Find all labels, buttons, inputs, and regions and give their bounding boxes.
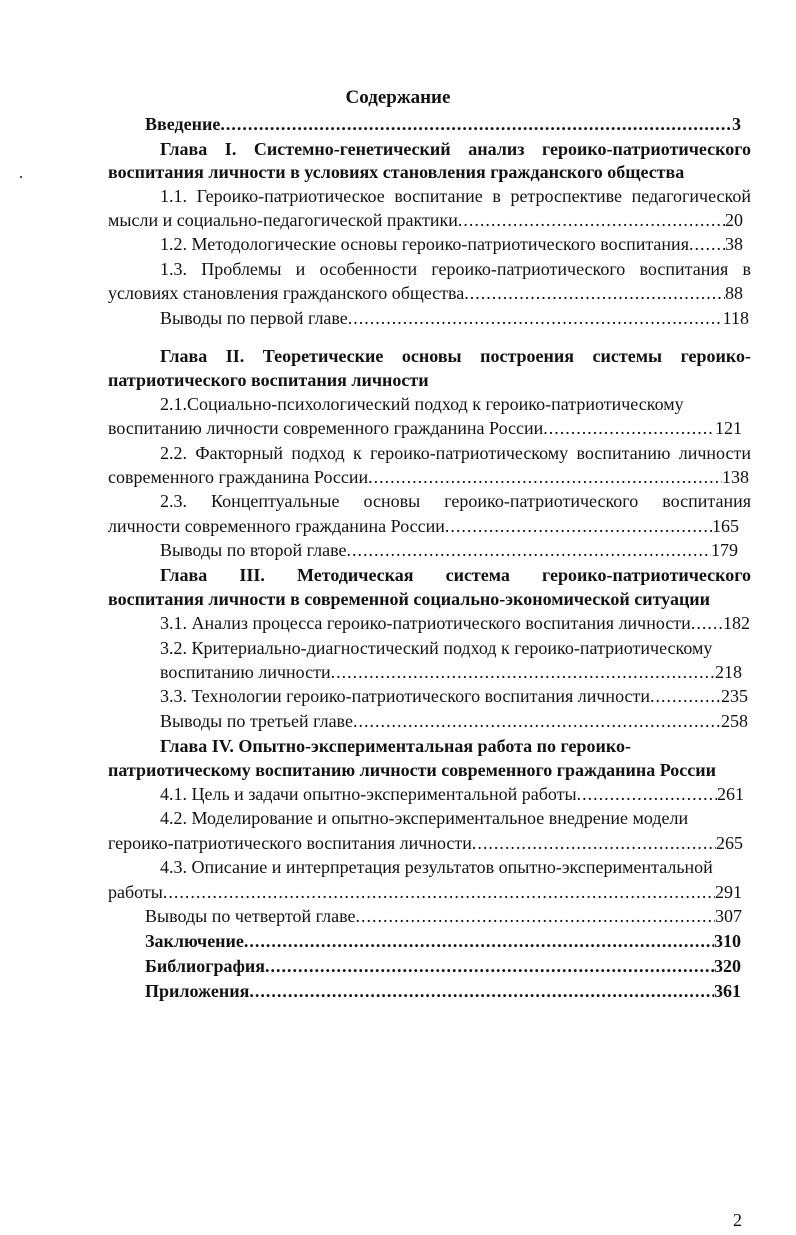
chapter-1-conclusions xyxy=(160,306,749,330)
toc-entry-label: 3.1. Анализ процесса героико-патриотического воспитания личности xyxy=(160,613,691,633)
dot-leader xyxy=(543,416,715,440)
toc-entry-label: Выводы по второй главе xyxy=(160,540,347,560)
toc-entry-label: современного гражданина России xyxy=(108,467,369,487)
section-2-2-line-2 xyxy=(108,465,749,489)
chapter-4-heading-line-2: патриотическому воспитанию личности современного гражданина России xyxy=(108,760,717,780)
section-1-3-line-2 xyxy=(108,281,743,305)
section-3-3 xyxy=(160,684,748,708)
dot-leader xyxy=(265,954,714,978)
toc-entry-page: 88 xyxy=(725,283,743,303)
toc-entry-page: 291 xyxy=(715,882,742,902)
dot-leader xyxy=(689,232,725,256)
section-3-1 xyxy=(160,611,750,635)
toc-entry-introduction xyxy=(145,112,741,136)
toc-entry-page: 218 xyxy=(715,662,742,682)
toc-entry-label: героико-патриотического воспитания личности xyxy=(108,833,472,853)
toc-entry-label: условиях становления гражданского общества xyxy=(108,283,465,303)
toc-entry-page: 121 xyxy=(715,418,742,438)
toc-entry-label: Приложения xyxy=(145,981,250,1001)
toc-entry-label: воспитанию личности xyxy=(160,662,331,682)
section-2-1-line-1: 2.1.Социально-психологический подход к героико-патриотическому xyxy=(160,394,684,414)
toc-entry-page: 258 xyxy=(721,711,748,731)
dot-leader xyxy=(464,281,725,305)
dot-leader xyxy=(346,538,711,562)
toc-entry-label: работы xyxy=(108,882,163,902)
section-3-2-line-2 xyxy=(160,660,742,684)
dot-leader xyxy=(458,208,725,232)
chapter-2-heading-line-1: Глава II. Теоретические основы построения системы героико- xyxy=(160,346,751,366)
toc-entry-page: 182 xyxy=(723,613,750,633)
toc-entry-label: Библиография xyxy=(145,956,266,976)
toc-entry-page: 165 xyxy=(712,516,739,536)
toc-entry-page: 20 xyxy=(725,210,743,230)
toc-entry-label: Заключение xyxy=(145,931,244,951)
dot-leader xyxy=(353,709,721,733)
toc-entry-label: Выводы по четвертой главе xyxy=(145,906,356,926)
section-2-2-line-1: 2.2. Факторный подход к героико-патриотическому воспитанию личности xyxy=(160,443,751,463)
toc-entry-page: 3 xyxy=(732,114,741,134)
toc-entry-page: 38 xyxy=(725,234,743,254)
section-4-1 xyxy=(160,782,744,806)
dot-leader xyxy=(577,782,717,806)
toc-entry-page: 310 xyxy=(714,931,741,951)
toc-entry-page: 320 xyxy=(714,956,741,976)
chapter-3-heading-line-2: воспитания личности в современной социально-экономической ситуации xyxy=(108,589,711,609)
chapter-2-heading-line-2: патриотического воспитания личности xyxy=(108,370,429,390)
section-1-2 xyxy=(160,232,743,256)
toc-entry-label: Выводы по третьей главе xyxy=(160,711,353,731)
toc-entry-appendices xyxy=(145,979,741,1003)
chapter-1-heading-line-2: воспитания личности в условиях становления гражданского общества xyxy=(108,162,685,182)
toc-entry-page: 138 xyxy=(722,467,749,487)
toc-entry-page: 118 xyxy=(722,308,749,328)
chapter-2-conclusions xyxy=(160,538,738,562)
section-2-3-line-2 xyxy=(108,514,739,538)
dot-leader xyxy=(163,880,715,904)
page-number: 2 xyxy=(733,1210,742,1230)
toc-entry-page: 265 xyxy=(716,833,743,853)
section-4-3-line-2 xyxy=(108,880,742,904)
section-4-2-line-1: 4.2. Моделирование и опытно-экспериментальное внедрение модели xyxy=(160,808,689,828)
toc-entry-label: личности современного гражданина России xyxy=(108,516,445,536)
toc-entry-page: 179 xyxy=(711,540,738,560)
scan-speck xyxy=(20,176,22,178)
toc-entry-label: 1.2. Методологические основы героико-патриотического воспитания xyxy=(160,234,689,254)
dot-leader xyxy=(368,465,722,489)
section-1-1-line-2 xyxy=(108,208,743,232)
toc-entry-bibliography xyxy=(145,954,741,978)
dot-leader xyxy=(244,929,714,953)
toc-entry-label: Выводы по первой главе xyxy=(160,308,348,328)
toc-entry-page: 307 xyxy=(715,906,742,926)
dot-leader xyxy=(355,904,715,928)
chapter-3-heading-line-1: Глава III. Методическая система героико-патриотического xyxy=(160,565,751,585)
chapter-1-heading-line-1: Глава I. Системно-генетический анализ героико-патриотического xyxy=(160,139,751,159)
toc-entry-page: 261 xyxy=(717,784,744,804)
section-2-3-line-1: 2.3. Концептуальные основы героико-патриотического воспитания xyxy=(160,491,751,511)
dot-leader xyxy=(220,112,732,136)
page-title: Содержание xyxy=(345,87,451,108)
toc-entry-label: мысли и социально-педагогической практики xyxy=(108,210,458,230)
section-3-2-line-1: 3.2. Критериально-диагностический подход к героико-патриотическому xyxy=(160,638,713,658)
toc-entry-page: 235 xyxy=(721,686,748,706)
section-4-2-line-2 xyxy=(108,831,743,855)
section-2-1-line-2 xyxy=(108,416,742,440)
chapter-4-conclusions xyxy=(145,904,742,928)
chapter-4-heading-line-1: Глава IV. Опытно-экспериментальная работа по героико- xyxy=(160,736,631,756)
section-4-3-line-1: 4.3. Описание и интерпретация результатов опытно-экспериментальной xyxy=(160,857,713,877)
dot-leader xyxy=(249,979,714,1003)
section-1-3-line-1: 1.3. Проблемы и особенности героико-патриотического воспитания в xyxy=(160,259,751,279)
toc-entry-conclusion xyxy=(145,929,741,953)
dot-leader xyxy=(331,660,715,684)
section-1-1-line-1: 1.1. Героико-патриотическое воспитание в ретроспективе педагогической xyxy=(160,186,751,206)
dot-leader xyxy=(348,306,723,330)
toc-entry-label: 3.3. Технологии героико-патриотического воспитания личности xyxy=(160,686,650,706)
toc-entry-label: 4.1. Цель и задачи опытно-экспериментальной работы xyxy=(160,784,577,804)
dot-leader xyxy=(472,831,716,855)
chapter-3-conclusions xyxy=(160,709,748,733)
toc-entry-label: Введение xyxy=(145,114,221,134)
dot-leader xyxy=(650,684,721,708)
toc-entry-label: воспитанию личности современного гражданина России xyxy=(108,418,544,438)
dot-leader xyxy=(691,611,723,635)
dot-leader xyxy=(445,514,712,538)
toc-entry-page: 361 xyxy=(714,981,741,1001)
